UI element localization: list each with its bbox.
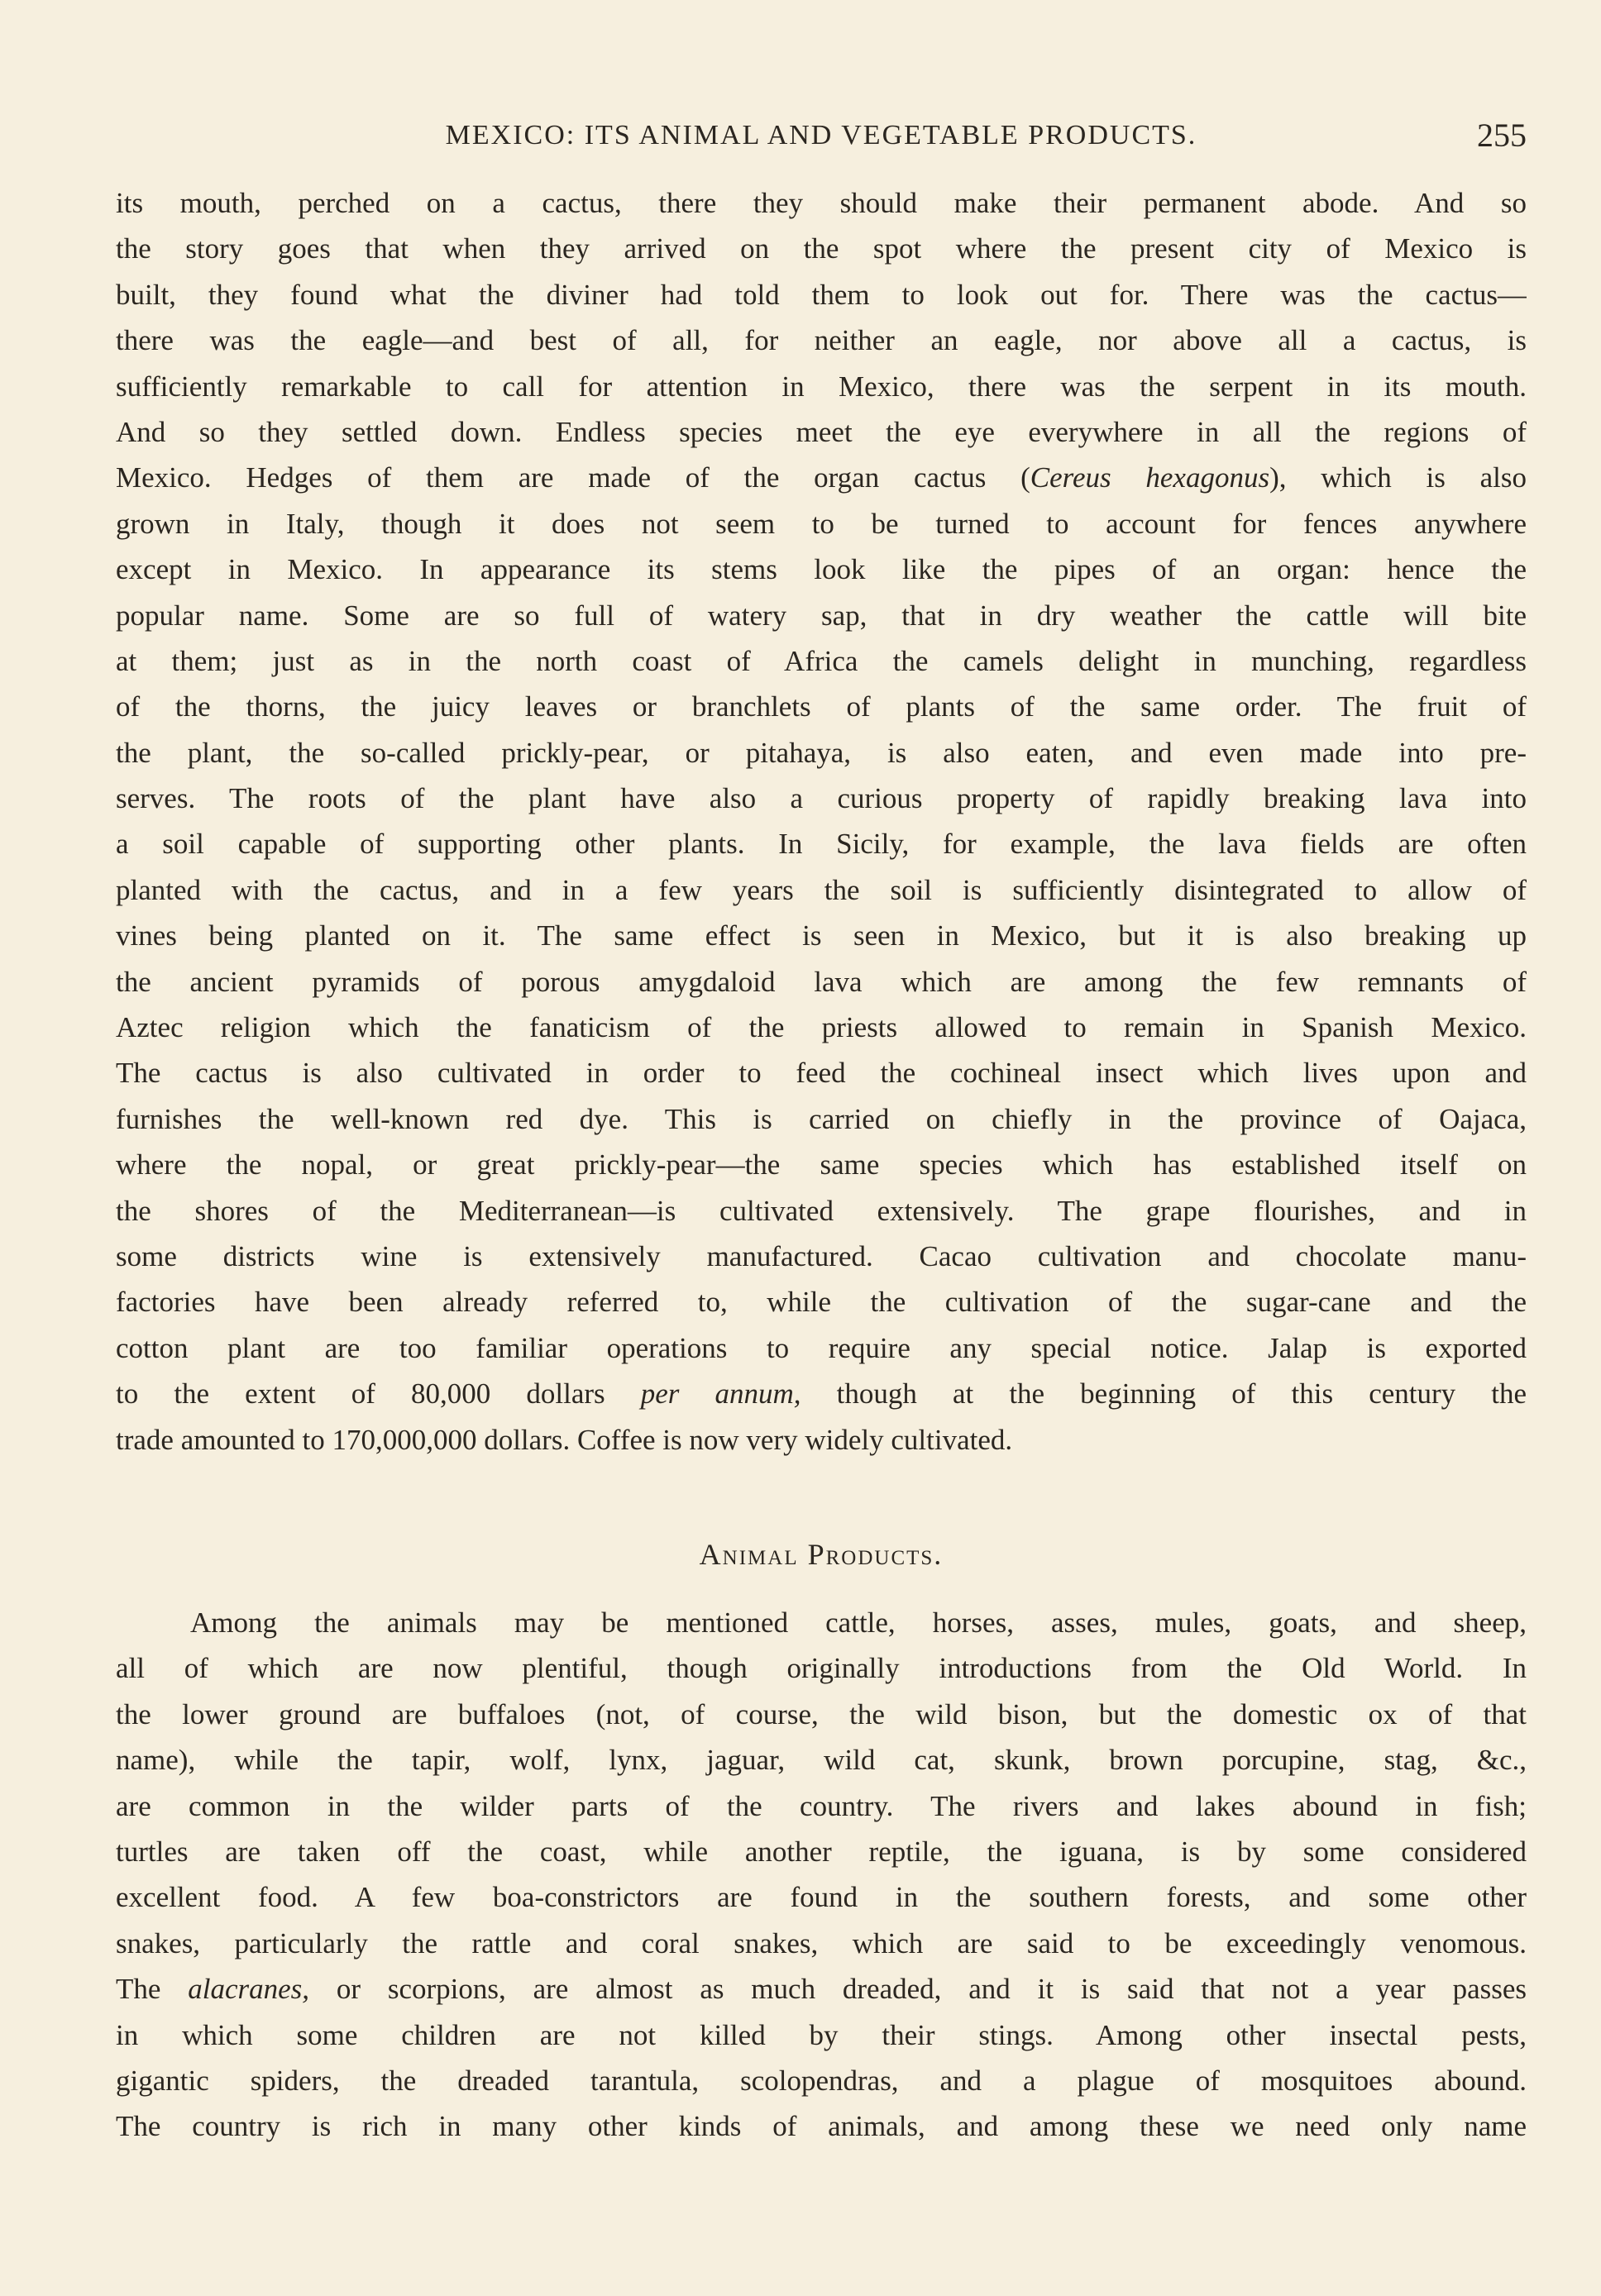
text-line: snakes, particularly the rattle and coral snakes, which are said to be exceedingly venomous. bbox=[116, 1926, 1527, 1959]
text-line: name), while the tapir, wolf, lynx, jaguar, wild cat, skunk, brown porcupine, stag, &c., bbox=[116, 1744, 1527, 1777]
text-line: a soil capable of supporting other plants. In Sicily, for example, the lava fields are often bbox=[116, 828, 1527, 861]
text-line: And so they settled down. Endless species meet the eye everywhere in all the regions of bbox=[116, 415, 1527, 448]
spanish-term: alacranes, bbox=[188, 1973, 310, 2006]
text-line: excellent food. A few boa-constrictors are found in the southern forests, and some other bbox=[116, 1881, 1527, 1914]
text-line: Aztec religion which the fanaticism of the priests allowed to remain in Spanish Mexico. bbox=[116, 1011, 1527, 1044]
text-run: or scorpions, are almost as much dreaded, and it is said that not a year passes bbox=[309, 1973, 1527, 2006]
text-line: planted with the cactus, and in a few years the soil is sufficiently disintegrated to allow of bbox=[116, 873, 1527, 906]
text-line: grown in Italy, though it does not seem to be turned to account for fences anywhere bbox=[116, 507, 1527, 540]
text-run: The bbox=[116, 1973, 189, 2006]
text-line: except in Mexico. In appearance its stems look like the pipes of an organ: hence the bbox=[116, 553, 1527, 586]
paragraph-animals bbox=[116, 1600, 1527, 2150]
text-line bbox=[116, 455, 1527, 500]
text-run: to the extent of 80,000 dollars bbox=[116, 1377, 641, 1411]
text-line: furnishes the well-known red dye. This is carried on chiefly in the province of Oajaca, bbox=[116, 1102, 1527, 1135]
text-line: of the thorns, the juicy leaves or branchlets of plants of the same order. The fruit of bbox=[116, 690, 1527, 723]
latin-phrase: per annum, bbox=[640, 1377, 801, 1411]
text-line: sufficiently remarkable to call for attention in Mexico, there was the serpent in its mouth. bbox=[116, 370, 1527, 403]
text-line: popular name. Some are so full of watery sap, that in dry weather the cattle will bite bbox=[116, 599, 1527, 632]
text-line: where the nopal, or great prickly-pear—the same species which has established itself on bbox=[116, 1148, 1527, 1181]
text-line: vines being planted on it. The same effect is seen in Mexico, but it is also breaking up bbox=[116, 919, 1527, 952]
text-line: trade amounted to 170,000,000 dollars. Coffee is now very widely cultivated. bbox=[116, 1423, 1013, 1456]
section-heading: Animal Products. bbox=[699, 1538, 944, 1571]
running-head bbox=[116, 112, 1527, 159]
text-line: cotton plant are too familiar operations to require any special notice. Jalap is exported bbox=[116, 1331, 1527, 1364]
text-line: the ancient pyramids of porous amygdaloid lava which are among the few remnants of bbox=[116, 965, 1527, 998]
text-line: serves. The roots of the plant have also a curious property of rapidly breaking lava into bbox=[116, 782, 1527, 815]
running-title: MEXICO: ITS ANIMAL AND VEGETABLE PRODUCTS. bbox=[445, 120, 1197, 150]
text-line: some districts wine is extensively manufactured. Cacao cultivation and chocolate manu- bbox=[116, 1239, 1527, 1272]
text-line: the story goes that when they arrived on the spot where the present city of Mexico is bbox=[116, 232, 1527, 265]
paragraph-cactus bbox=[116, 180, 1527, 1463]
text-line: the plant, the so-called prickly-pear, or pitahaya, is also eaten, and even made into pre- bbox=[116, 736, 1527, 769]
text-line: its mouth, perched on a cactus, there they should make their permanent abode. And so bbox=[116, 187, 1527, 219]
text-line: there was the eagle—and best of all, for neither an eagle, nor above all a cactus, is bbox=[116, 324, 1527, 357]
text-line: Among the animals may be mentioned cattle, horses, asses, mules, goats, and sheep, bbox=[190, 1606, 1527, 1639]
text-line: turtles are taken off the coast, while another reptile, the iguana, is by some considered bbox=[116, 1835, 1527, 1868]
text-line: gigantic spiders, the dreaded tarantula, scolopendras, and a plague of mosquitoes abound. bbox=[116, 2064, 1527, 2097]
text-line: The country is rich in many other kinds of animals, and among these we need only name bbox=[116, 2110, 1527, 2143]
page-number: 255 bbox=[1477, 117, 1527, 154]
text-line: the lower ground are buffaloes (not, of course, the wild bison, but the domestic ox of that bbox=[116, 1697, 1527, 1730]
text-run: ), which is also bbox=[1269, 461, 1527, 494]
text-line: built, they found what the diviner had told them to look out for. There was the cactus— bbox=[116, 278, 1527, 311]
text-line bbox=[116, 1371, 1527, 1416]
text-line: The cactus is also cultivated in order to feed the cochineal insect which lives upon and bbox=[116, 1057, 1527, 1090]
text-line: at them; just as in the north coast of Africa the camels delight in munching, regardless bbox=[116, 644, 1527, 677]
text-run: Mexico. Hedges of them are made of the organ cactus ( bbox=[116, 461, 1030, 494]
text-line: factories have been already referred to, while the cultivation of the sugar-cane and the bbox=[116, 1286, 1527, 1319]
text-line: all of which are now plentiful, though originally introductions from the Old World. In bbox=[116, 1652, 1527, 1685]
text-line: the shores of the Mediterranean—is cultivated extensively. The grape flourishes, and in bbox=[116, 1194, 1527, 1227]
text-run: though at the beginning of this century the bbox=[800, 1377, 1527, 1411]
text-line: in which some children are not killed by their stings. Among other insectal pests, bbox=[116, 2018, 1527, 2051]
latin-name: Cereus hexagonus bbox=[1030, 461, 1270, 494]
text-line: are common in the wilder parts of the country. The rivers and lakes abound in fish; bbox=[116, 1789, 1527, 1822]
text-line bbox=[116, 1966, 1527, 2012]
